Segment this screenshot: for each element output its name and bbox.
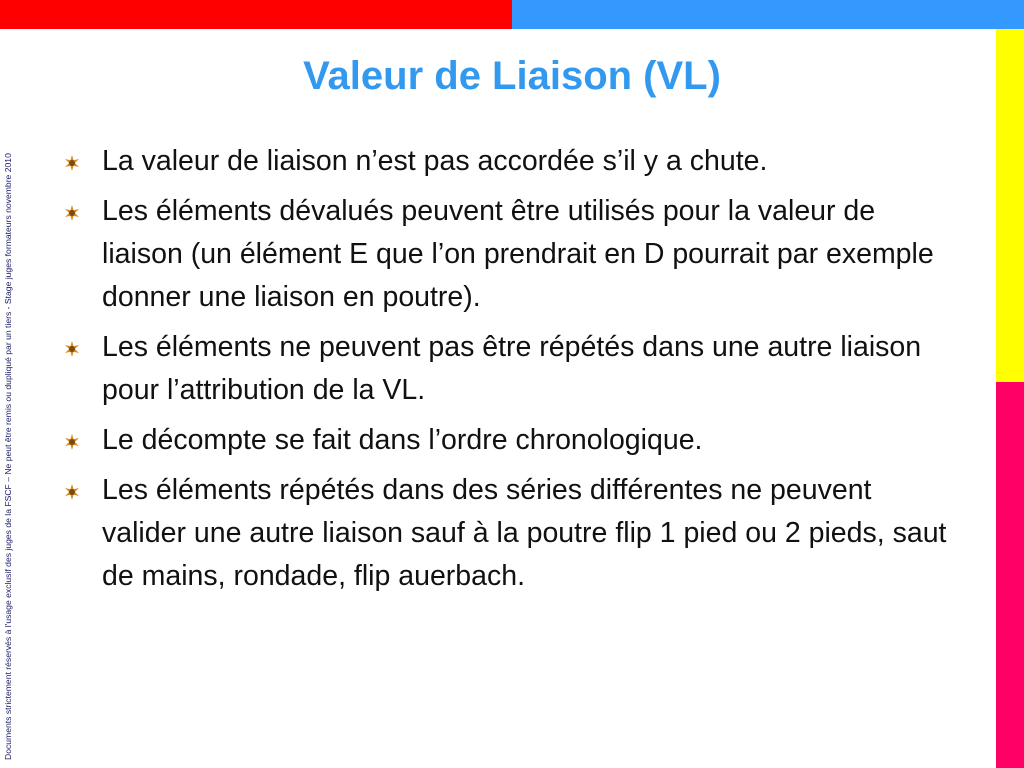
slide-title: Valeur de Liaison (VL): [303, 54, 721, 98]
starburst-bullet-icon: [64, 484, 80, 500]
bullet-text: Les éléments ne peuvent pas être répétés dans une autre liaison pour l’attribution de la VL.: [102, 331, 922, 406]
bullet-item: [62, 469, 962, 598]
right-pink-bar: [996, 382, 1024, 768]
bullet-text: Le décompte se fait dans l’ordre chronologique.: [102, 424, 703, 456]
bullet-text: La valeur de liaison n’est pas accordée s’il y a chute.: [102, 145, 768, 177]
bullet-item: [62, 190, 962, 319]
top-right-blue-bar: [512, 0, 1024, 29]
top-left-red-bar: [0, 0, 512, 29]
starburst-bullet-icon: [64, 205, 80, 221]
bullet-item: [62, 419, 962, 462]
bullet-item: [62, 326, 962, 412]
bullet-list: [62, 140, 962, 605]
starburst-bullet-icon: [64, 341, 80, 357]
side-note: Documents strictement réservés à l'usage exclusif des juges de la FSCF – Ne peut être remis ou dupliqué par un tiers - Stage juges formateurs novembre 2010: [3, 153, 13, 760]
bullet-text: Les éléments dévalués peuvent être utilisés pour la valeur de liaison (un élément E que l’on prendrait en D pourrait par exemple donner une liaison en poutre).: [102, 195, 934, 313]
starburst-bullet-icon: [64, 155, 80, 171]
bullet-text: Les éléments répétés dans des séries différentes ne peuvent valider une autre liaison sauf à la poutre flip 1 pied ou 2 pieds, saut de mains, rondade, flip auerbach.: [102, 474, 947, 592]
bullet-item: [62, 140, 962, 183]
starburst-bullet-icon: [64, 434, 80, 450]
